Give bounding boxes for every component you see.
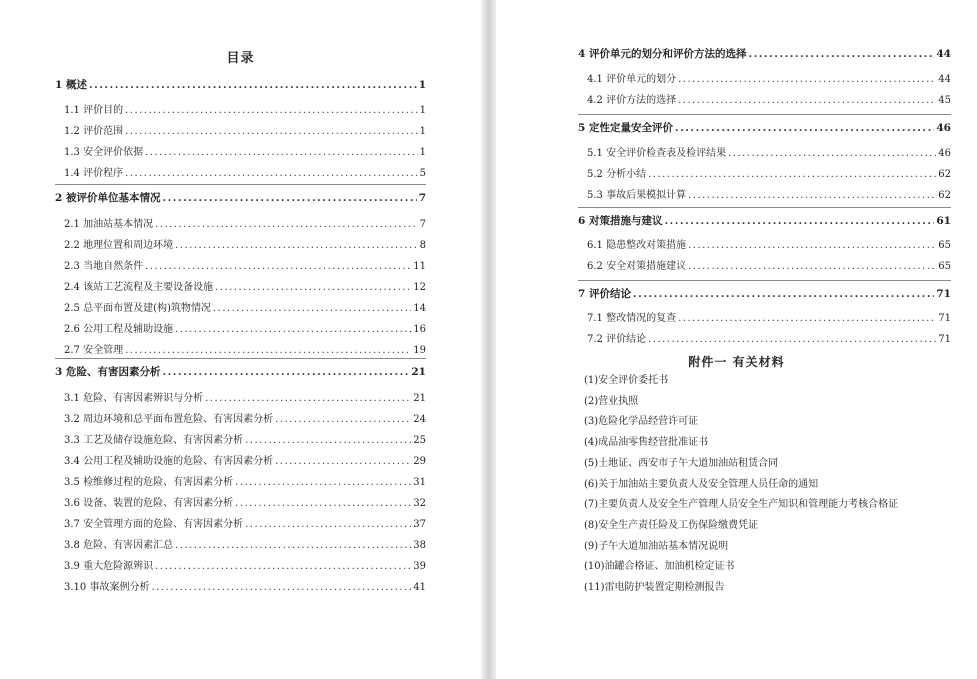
- entry-label: 4 评价单元的划分和评价方法的选择: [578, 48, 747, 60]
- toc-item: [64, 475, 426, 489]
- page-number: 65: [938, 261, 951, 272]
- toc-title: 目录: [226, 51, 255, 66]
- dot-leader: [145, 147, 418, 159]
- entry-label: 1.4 评价程序: [64, 168, 124, 179]
- toc-item: [587, 93, 951, 107]
- toc-item: [587, 332, 951, 346]
- dot-leader: [678, 95, 936, 107]
- page-number: 71: [938, 313, 951, 324]
- toc-item: [64, 412, 426, 426]
- entry-label: 1 概述: [55, 79, 87, 91]
- page-number: 1: [418, 79, 426, 91]
- dot-leader: [688, 240, 936, 252]
- page-number: 29: [413, 456, 426, 467]
- dot-leader: [275, 456, 411, 468]
- entry-label: 4.2 评价方法的选择: [587, 95, 677, 106]
- toc-chapter: [55, 364, 426, 378]
- entry-label: 1.1 评价目的: [64, 105, 124, 116]
- entry-label: 3.10 事故案例分析: [64, 582, 150, 593]
- entry-label: 2.4 该站工艺流程及主要设备设施: [64, 282, 214, 293]
- page-number: 38: [413, 540, 426, 551]
- toc-item: [64, 496, 426, 510]
- dot-leader: [648, 169, 936, 181]
- page-number: 7: [418, 192, 426, 204]
- dot-leader: [155, 219, 418, 231]
- toc-item: [64, 517, 426, 531]
- entry-label: 3.5 检维修过程的危险、有害因素分析: [64, 477, 234, 488]
- dot-leader: [235, 477, 411, 489]
- toc-item: [587, 146, 951, 160]
- entry-label: 4.1 评价单元的划分: [587, 74, 677, 85]
- dot-leader: [125, 105, 418, 117]
- toc-item: [64, 538, 426, 552]
- toc-item: [64, 343, 426, 357]
- section-divider: [578, 114, 951, 115]
- dot-leader: [633, 288, 934, 300]
- entry-label: 7.2 评价结论: [587, 334, 647, 345]
- page-number: 46: [936, 122, 951, 134]
- page-number: 1: [419, 147, 426, 158]
- attachment-item: (7)主要负责人及安全生产管理人员安全生产知识和管理能力考核合格证: [584, 499, 899, 511]
- dot-leader: [125, 126, 418, 138]
- right-page: [496, 0, 977, 679]
- entry-label: 5.2 分析小结: [587, 169, 647, 180]
- attachment-item: (6)关于加油站主要负责人及安全管理人员任命的通知: [584, 478, 819, 490]
- page-number: 45: [938, 95, 951, 106]
- page-number: 32: [413, 498, 426, 509]
- page-number: 11: [413, 261, 426, 272]
- toc-chapter: [578, 46, 951, 60]
- page-gutter: [481, 0, 496, 679]
- section-divider: [578, 280, 951, 281]
- toc-chapter: [55, 190, 426, 204]
- entry-label: 7.1 整改情况的复查: [587, 313, 677, 324]
- attachment-item: (1)安全评价委托书: [584, 375, 669, 386]
- toc-item: [64, 103, 426, 117]
- section-divider: [578, 207, 951, 208]
- page-number: 71: [938, 334, 951, 345]
- toc-item: [64, 559, 426, 573]
- attachment-item: (9)子午大道加油站基本情况说明: [584, 540, 729, 552]
- entry-label: 2.2 地理位置和周边环境: [64, 240, 174, 251]
- page-number: 19: [413, 345, 426, 356]
- attachment-item: (4)成品油零售经营批准证书: [584, 437, 709, 449]
- dot-leader: [748, 48, 934, 60]
- entry-label: 3.7 安全管理方面的危险、有害因素分析: [64, 519, 244, 530]
- dot-leader: [678, 74, 936, 86]
- dot-leader: [245, 435, 411, 447]
- page-number: 8: [419, 240, 426, 251]
- dot-leader: [145, 261, 411, 273]
- entry-label: 3.4 公用工程及辅助设施的危险、有害因素分析: [64, 456, 274, 467]
- toc-item: [64, 166, 426, 180]
- page-number: 62: [938, 169, 951, 180]
- entry-label: 2.5 总平面布置及建(构)筑物情况: [64, 303, 211, 314]
- page-number: 7: [419, 219, 426, 230]
- entry-label: 6.1 隐患整改对策措施: [587, 240, 687, 251]
- page-number: 16: [413, 324, 426, 335]
- page-number: 37: [413, 519, 426, 530]
- dot-leader: [675, 122, 934, 134]
- toc-item: [64, 259, 426, 273]
- dot-leader: [728, 148, 936, 160]
- entry-label: 2.6 公用工程及辅助设施: [64, 324, 174, 335]
- entry-label: 2.3 当地自然条件: [64, 261, 144, 272]
- dot-leader: [688, 261, 936, 273]
- entry-label: 3 危险、有害因素分析: [55, 366, 161, 378]
- dot-leader: [125, 168, 418, 180]
- attachment-title: 附件一 有关材料: [688, 355, 785, 369]
- page-number: 65: [938, 240, 951, 251]
- entry-label: 5.3 事故后果模拟计算: [587, 190, 687, 201]
- toc-item: [64, 301, 426, 315]
- page-number: 39: [413, 561, 426, 572]
- page-number: 41: [413, 582, 426, 593]
- toc-item: [587, 72, 951, 86]
- toc-item: [64, 145, 426, 159]
- page-number: 12: [413, 282, 426, 293]
- attachment-item: (11)雷电防护装置定期检测报告: [584, 582, 725, 593]
- page-number: 46: [938, 148, 951, 159]
- toc-item: [64, 280, 426, 294]
- toc-chapter: [578, 120, 951, 134]
- entry-label: 3.9 重大危险源辨识: [64, 561, 154, 572]
- attachment-item: (2)营业执照: [584, 395, 639, 407]
- entry-label: 5 定性定量安全评价: [578, 122, 673, 134]
- page-number: 1: [419, 105, 426, 116]
- toc-chapter: [55, 77, 426, 91]
- entry-label: 1.3 安全评价依据: [64, 147, 144, 158]
- toc-item: [64, 238, 426, 252]
- dot-leader: [162, 366, 409, 378]
- entry-label: 3.8 危险、有害因素汇总: [64, 540, 174, 551]
- entry-label: 1.2 评价范围: [64, 126, 124, 137]
- toc-item: [587, 259, 951, 273]
- entry-label: 3.1 危险、有害因素辨识与分析: [64, 393, 204, 404]
- entry-label: 5.1 安全评价检查表及检评结果: [587, 148, 727, 159]
- dot-leader: [235, 498, 411, 510]
- attachment-item: (3)危险化学品经营许可证: [584, 416, 699, 428]
- page-number: 21: [411, 366, 426, 378]
- toc-item: [64, 391, 426, 405]
- entry-label: 3.2 周边环境和总平面布置危险、有害因素分析: [64, 414, 274, 425]
- toc-item: [64, 217, 426, 231]
- dot-leader: [213, 303, 411, 315]
- page-number: 44: [938, 74, 951, 85]
- section-divider: [55, 358, 426, 359]
- page-number: 62: [938, 190, 951, 201]
- page-number: 31: [413, 477, 426, 488]
- page-number: 71: [936, 288, 951, 300]
- page-number: 24: [413, 414, 426, 425]
- toc-item: [587, 238, 951, 252]
- dot-leader: [215, 282, 411, 294]
- page-number: 61: [936, 215, 951, 227]
- dot-leader: [664, 215, 934, 227]
- dot-leader: [678, 313, 936, 325]
- toc-item: [64, 124, 426, 138]
- toc-chapter: [578, 286, 951, 300]
- entry-label: 6 对策措施与建议: [578, 215, 663, 227]
- dot-leader: [245, 519, 411, 531]
- page-number: 44: [936, 48, 951, 60]
- entry-label: 3.3 工艺及储存设施危险、有害因素分析: [64, 435, 244, 446]
- dot-leader: [648, 334, 936, 346]
- entry-label: 6.2 安全对策措施建议: [587, 261, 687, 272]
- toc-item: [587, 311, 951, 325]
- dot-leader: [688, 190, 936, 202]
- page-number: 5: [419, 168, 426, 179]
- dot-leader: [151, 582, 411, 594]
- section-divider: [55, 184, 426, 185]
- attachment-item: (10)油罐合格证、加油机检定证书: [584, 561, 735, 573]
- entry-label: 3.6 设备、装置的危险、有害因素分析: [64, 498, 234, 509]
- entry-label: 2.1 加油站基本情况: [64, 219, 154, 230]
- toc-item: [587, 167, 951, 181]
- dot-leader: [175, 240, 418, 252]
- dot-leader: [162, 192, 416, 204]
- toc-item: [587, 188, 951, 202]
- entry-label: 2 被评价单位基本情况: [55, 192, 161, 204]
- dot-leader: [155, 561, 411, 573]
- page-number: 21: [413, 393, 426, 404]
- dot-leader: [175, 324, 411, 336]
- toc-item: [64, 322, 426, 336]
- toc-item: [64, 580, 426, 594]
- toc-item: [64, 454, 426, 468]
- dot-leader: [89, 79, 417, 91]
- attachment-item: (8)安全生产责任险及工伤保险缴费凭证: [584, 519, 759, 531]
- toc-item: [64, 433, 426, 447]
- page-number: 25: [413, 435, 426, 446]
- dot-leader: [275, 414, 411, 426]
- dot-leader: [125, 345, 411, 357]
- dot-leader: [175, 540, 411, 552]
- toc-chapter: [578, 213, 951, 227]
- page-number: 14: [413, 303, 426, 314]
- left-page: [0, 0, 481, 679]
- dot-leader: [205, 393, 411, 405]
- attachment-item: (5)土地证、西安市子午大道加油站租赁合同: [584, 457, 779, 469]
- entry-label: 7 评价结论: [578, 288, 631, 300]
- entry-label: 2.7 安全管理: [64, 345, 124, 356]
- page-number: 1: [419, 126, 426, 137]
